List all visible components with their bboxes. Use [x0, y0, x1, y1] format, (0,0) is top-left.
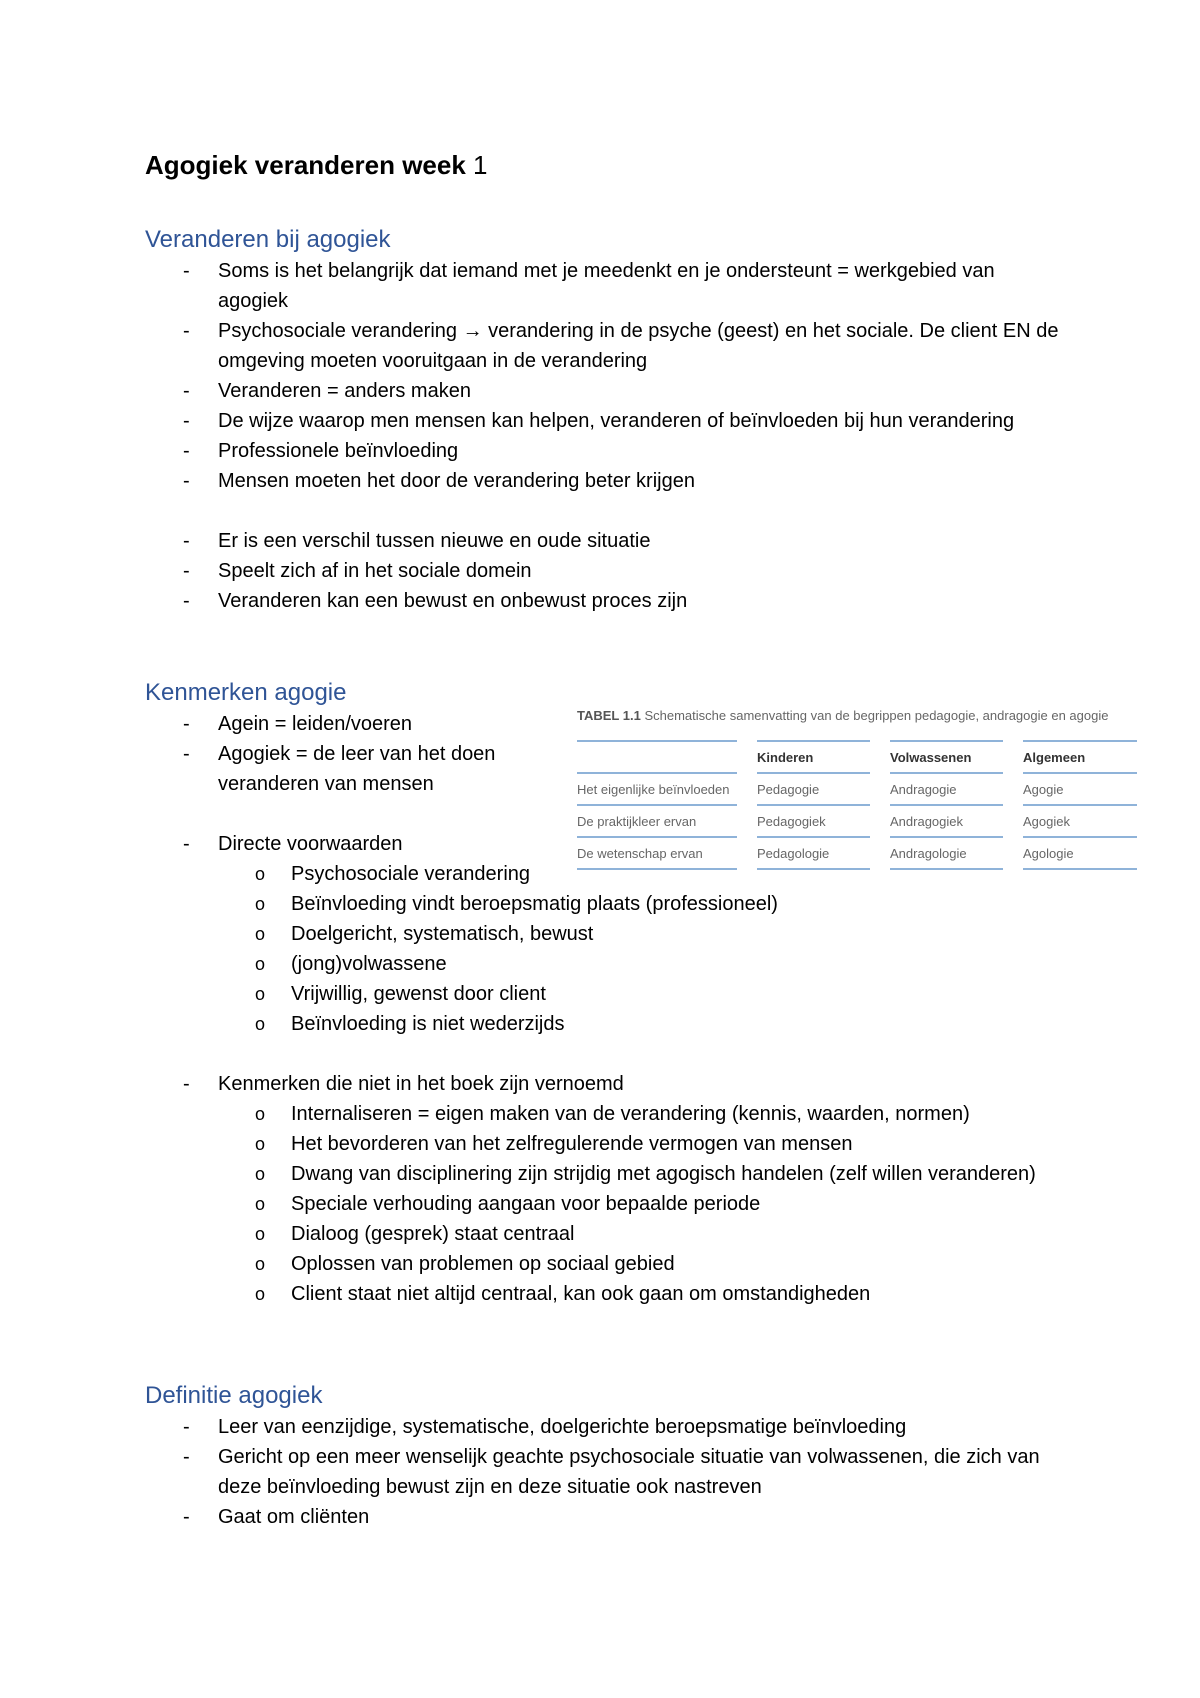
section-heading: Kenmerken agogie	[145, 679, 347, 706]
list-item: - Veranderen = anders maken	[183, 380, 471, 402]
section-list	[145, 1412, 1065, 1532]
list-item: o Beïnvloeding is niet wederzijds	[255, 1013, 565, 1035]
list-item: o (jong)volwassene	[255, 953, 447, 975]
list-item: o Psychosociale verandering	[255, 863, 531, 885]
table-header-row: Kinderen Volwassenen Algemeen	[577, 740, 1137, 774]
section-list	[145, 256, 1065, 616]
list-item: - Professionele beïnvloeding	[183, 440, 459, 462]
list-item: - Gericht op een meer wenselijk geachte psychosociale situatie van volwassenen, die zich van deze beïnvloeding bewust zijn en deze situatie ook nastreven	[183, 1446, 1040, 1498]
list-item: - Soms is het belangrijk dat iemand met je meedenkt en je ondersteunt = werkgebied van agogiek	[183, 260, 995, 312]
list-item: o Vrijwillig, gewenst door client	[255, 983, 546, 1005]
table-row: De wetenschap ervan Pedagologie Andragologie Agologie	[577, 838, 1137, 870]
list-item: o Speciale verhouding aangaan voor bepaalde periode	[255, 1193, 761, 1215]
list-item: o Dwang van disciplinering zijn strijdig met agogisch handelen (zelf willen veranderen)	[255, 1163, 1036, 1185]
table-row: Het eigenlijke beïnvloeden Pedagogie Andragogie Agogie	[577, 774, 1137, 806]
list-item: - Agogiek = de leer van het doen veranderen van mensen	[183, 743, 496, 795]
list-item: o Beïnvloeding vindt beroepsmatig plaats (professioneel)	[255, 893, 778, 915]
list-item: o Dialoog (gesprek) staat centraal	[255, 1223, 575, 1245]
list-item: - Kenmerken die niet in het boek zijn vernoemd	[183, 1073, 624, 1095]
section-heading: Definitie agogiek	[145, 1382, 323, 1409]
list-item: o Internaliseren = eigen maken van de verandering (kennis, waarden, normen)	[255, 1103, 970, 1125]
list-item: - Mensen moeten het door de verandering beter krijgen	[183, 470, 695, 492]
list-item: - Veranderen kan een bewust en onbewust proces zijn	[183, 590, 688, 612]
list-item: o Client staat niet altijd centraal, kan ook gaan om omstandigheden	[255, 1283, 871, 1305]
list-item: o Het bevorderen van het zelfregulerende vermogen van mensen	[255, 1133, 853, 1155]
list-item: o Doelgericht, systematisch, bewust	[255, 923, 594, 945]
list-item: - Gaat om cliënten	[183, 1506, 370, 1528]
list-item: - Psychosociale verandering → verandering in de psyche (geest) en het sociale. De client EN de omgeving moeten vooruitgaan in de verandering	[183, 320, 1059, 372]
list-item: - Speelt zich af in het sociale domein	[183, 560, 532, 582]
section-heading: Veranderen bij agogiek	[145, 226, 391, 253]
summary-table	[577, 740, 1137, 870]
list-item: - Directe voorwaarden	[183, 833, 403, 855]
list-item: - Er is een verschil tussen nieuwe en oude situatie	[183, 530, 651, 552]
document-title: Agogiek veranderen week 1	[145, 150, 488, 180]
summary-table-figure	[577, 706, 1137, 870]
list-item: - De wijze waarop men mensen kan helpen, veranderen of beïnvloeden bij hun verandering	[183, 410, 1015, 432]
table-row: De praktijkleer ervan Pedagogiek Andragogiek Agogiek	[577, 806, 1137, 838]
list-item: - Leer van eenzijdige, systematische, doelgerichte beroepsmatige beïnvloeding	[183, 1416, 907, 1438]
list-item: o Oplossen van problemen op sociaal gebied	[255, 1253, 675, 1275]
list-item: - Agein = leiden/voeren	[183, 713, 413, 735]
table-caption: TABEL 1.1 Schematische samenvatting van de begrippen pedagogie, andragogie en agogie	[577, 708, 1109, 723]
